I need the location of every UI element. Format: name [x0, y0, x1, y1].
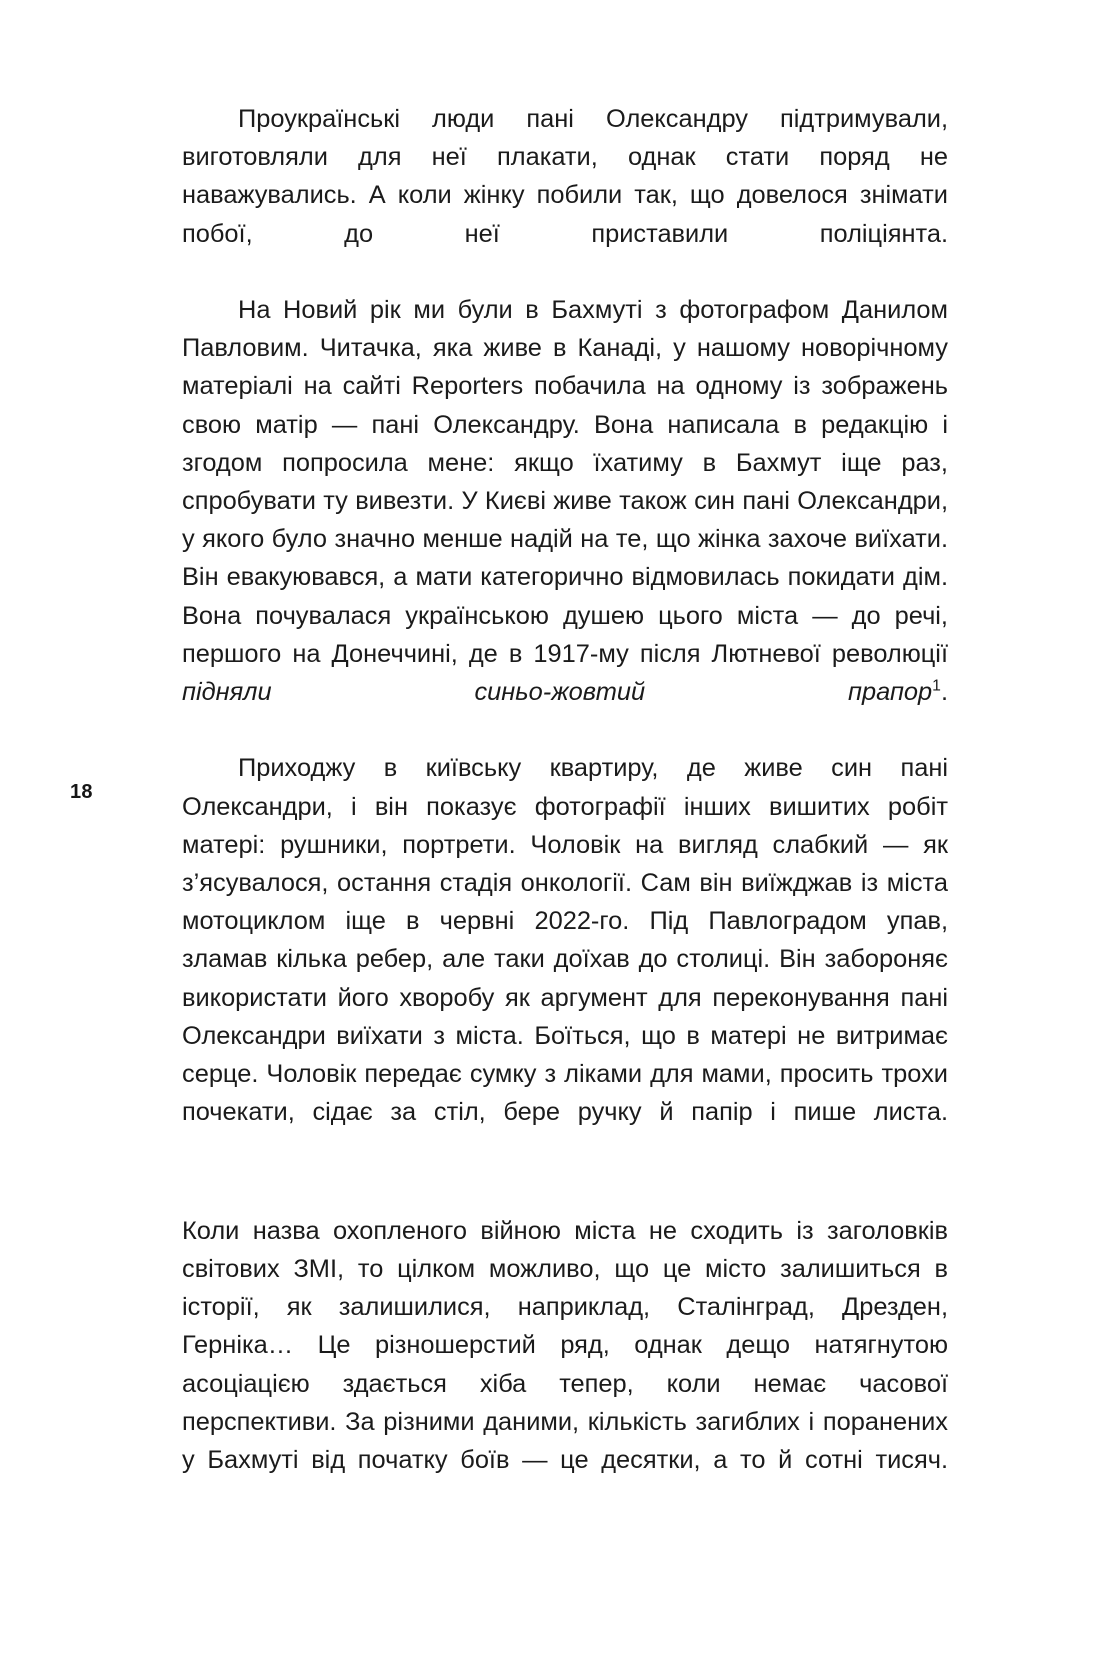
footnote-marker: 1: [932, 677, 941, 695]
paragraph-3: Приходжу в київську квартиру, де живе син пані Олександри, і він показує фотографії інших вишитих робіт матері: рушники, портрети. Чоловік на вигляд слабкий — як з’ясувалося, остання стадія онкології. Сам він виїжджав із міста мотоциклом іще в червні 2022-го. Під Павлоградом упав, зламав кілька ребер, але таки доїхав до столиці. Він забороняє використати його хворобу як аргумент для переконування пані Олександри виїхати з міста. Боїться, що в матері не витримає серце. Чоловік передає сумку з ліками для мами, просить трохи почекати, сідає за стіл, бере ручку й папір і пише листа.: [182, 754, 948, 1127]
paragraph-4: Коли назва охопленого війною міста не сходить із заголовків світових ЗМІ, то цілком можливо, що це місто залишиться в історії, як залишилися, наприклад, Сталінград, Дрезден, Герніка… Це різношерстий ряд, однак дещо натягнутою асоціацією здається хіба тепер, коли немає часової перспективи. За різними даними, кількість загиблих і поранених у Бахмуті від початку боїв — це десятки, а то й сотні тисяч.: [182, 1216, 948, 1474]
page-number: 18: [70, 781, 93, 803]
paragraph-1: Проукраїнські люди пані Олександру підтримували, виготовляли для неї плакати, однак стати поряд не наважувались. А коли жінку побили так, що довелося знімати побої, до неї приставили поліціянта.: [182, 105, 948, 248]
paragraph-2-italic-phrase: підняли синьо-жовтий прапор: [182, 678, 933, 707]
paragraph-break-spacer: [182, 1170, 948, 1212]
paragraph-2: [182, 291, 948, 749]
text-column: [182, 100, 948, 1517]
paragraph-2-trailing-text: .: [940, 678, 948, 707]
paragraph-2-lead-text: На Новий рік ми були в Бахмуті з фотографом Данилом Павловим. Читачка, яка живе в Канаді, у нашому новорічному матеріалі на сайті Reporters побачила на одному із зображень свою матір — пані Олександру. Вона написала в редакцію і згодом попросила мене: якщо їхатиму в Бахмут іще раз, спробувати ту вивезти. У Києві живе також син пані Олександри, у якого було значно менше надій на те, що жінка захоче виїхати. Він евакуювався, а мати категорично відмовилась покидати дім. Вона почувалася українською душею цього міста — до речі, першого на Донеччині, де в 1917-му після Лютневої революції: [182, 296, 948, 668]
